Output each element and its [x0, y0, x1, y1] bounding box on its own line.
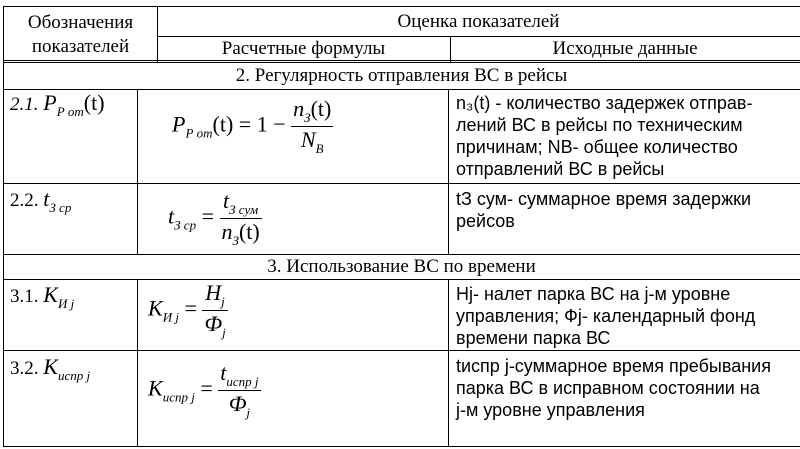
- row-2-1-mid: (t) = 1 −: [212, 111, 286, 137]
- row-2-1-lhs-sub: Р от: [185, 125, 213, 141]
- row-2-1-symbol-tail: (t): [83, 90, 105, 115]
- row-2-1-data-line3: причинам; NВ- общее количество: [456, 137, 738, 157]
- row-2-1-formula: [172, 96, 333, 157]
- row-2-2-formula: $t_{З ср}$ = $\frac{t_{З сум}}{n_З(t)}$: [168, 188, 260, 248]
- header-subdivider: [157, 36, 800, 37]
- row-2-1-data-line4: отправлений ВС в рейсы: [456, 159, 665, 179]
- row-3-1-designation: [10, 284, 74, 315]
- row-3-2-data-line3: j-м уровне управления: [456, 400, 645, 420]
- row-2-1-fraction: [291, 96, 333, 157]
- row-2-1-data-line1: n₃(t) - количество задержек отправ-: [456, 93, 753, 113]
- row-3-2-data-line2: парка ВС в исправном состоянии на: [456, 378, 760, 398]
- section3-title: 3. Использование ВС по времени: [267, 256, 536, 277]
- row-3-1-input-data: [456, 283, 792, 349]
- header-evaluation: Оценка показателей: [397, 11, 560, 32]
- row-2-2-fraction: [220, 188, 262, 249]
- row-3-2-data-line1: tиспр j-суммарное время пребывания: [456, 356, 771, 376]
- row-2-1-data-line2: лений ВС в рейсы по техническим: [456, 115, 743, 135]
- row-3-2-formula: $K_{испр j}$ = $\frac{t_{испр j}}{Ф_j}$: [148, 360, 259, 420]
- row-3-2-designation: [10, 356, 90, 387]
- row-3-1-lhs: K: [148, 295, 163, 321]
- header-input-data: Исходные данные: [552, 38, 698, 59]
- header-designations: [4, 11, 157, 59]
- row-2-2-symbol: t: [43, 186, 50, 211]
- row-3-1-data-line3: времени парка ВС: [456, 328, 611, 348]
- row-2-2-data-line2: рейсов: [456, 211, 515, 231]
- row-3-1-symbol: K: [43, 282, 58, 307]
- section3-title-bottom: [3, 279, 800, 280]
- row-3-2-fraction: [218, 360, 260, 421]
- row-3-2-numerator: $t_{испр j}$: [220, 360, 259, 389]
- row-2-2-denominator: $n_З(t)$: [221, 219, 260, 248]
- row-3-2-symbol: K: [43, 354, 58, 379]
- col1-divider-s2: [137, 89, 138, 255]
- row-3-1-formula: $K_{И j}$ = $\frac{H_j}{Ф_j}$: [148, 280, 226, 340]
- row-3-1-symbol-sub: И j: [57, 296, 75, 311]
- row-2-1-symbol: P: [43, 90, 57, 115]
- row-2-2-lhs: t: [168, 203, 175, 229]
- row-2-1-lhs: P: [172, 111, 186, 137]
- table-border-top: [3, 6, 800, 7]
- row-2-2-symbol-sub: З ср: [49, 200, 72, 215]
- row-3-1-denominator: $Ф_j$: [204, 311, 226, 340]
- row-2-1-input-data: [456, 92, 792, 180]
- row-2-1-numerator: $n_З(t)$: [293, 96, 332, 125]
- row-2-1-bottom: [3, 183, 800, 184]
- row-2-1-denominator: $N_В$: [300, 127, 324, 156]
- table-border-bottom: [3, 446, 800, 447]
- row-2-2-num: 2.2.: [10, 190, 39, 211]
- row-3-1-numerator: $H_j$: [202, 280, 227, 311]
- row-2-2-bottom: [3, 254, 800, 255]
- row-2-2-data-line1: tЗ сум- суммарное время задержки: [456, 189, 752, 209]
- row-2-2-input-data: [456, 188, 792, 232]
- row-2-1-designation: [10, 92, 105, 123]
- row-3-1-lhs-sub: И j: [162, 309, 179, 325]
- row-2-2-lhs-sub: З ср: [174, 217, 197, 233]
- row-2-1-num: 2.1.: [10, 94, 39, 115]
- header-formulas: Расчетные формулы: [221, 38, 386, 59]
- row-3-2-lhs: K: [148, 375, 163, 401]
- row-3-2-symbol-sub: испр j: [57, 368, 91, 383]
- row-3-2-num: 3.2.: [10, 358, 39, 379]
- row-3-1-num: 3.1.: [10, 286, 39, 307]
- header-designations-line2: показателей: [31, 36, 130, 57]
- row-3-1-data-line2: управления; Фj- календарный фонд: [456, 306, 756, 326]
- section2-title: 2. Регулярность отправления ВС в рейсы: [235, 65, 568, 86]
- header-designations-line1: Обозначения: [27, 12, 134, 33]
- row-2-2-numerator: $t_{З сум}$: [220, 188, 262, 219]
- col2-divider-s3: [448, 279, 449, 447]
- header-bottom-rule: [3, 60, 800, 63]
- row-3-1-data-line1: Hj- налет парка ВС на j-м уровне: [456, 284, 731, 304]
- row-3-2-denominator: $Ф_j$: [228, 391, 251, 420]
- row-2-1-symbol-sub: Р от: [56, 104, 84, 119]
- row-3-2-input-data: [456, 355, 792, 421]
- col2-divider-s2: [448, 89, 449, 255]
- row-2-2-designation: [10, 188, 71, 219]
- row-3-2-lhs-sub: испр j: [162, 389, 195, 405]
- section2-title-bottom: [3, 89, 800, 90]
- row-3-1-fraction: [202, 280, 227, 341]
- col1-divider-s3: [137, 279, 138, 447]
- row-3-1-bottom: [3, 350, 800, 351]
